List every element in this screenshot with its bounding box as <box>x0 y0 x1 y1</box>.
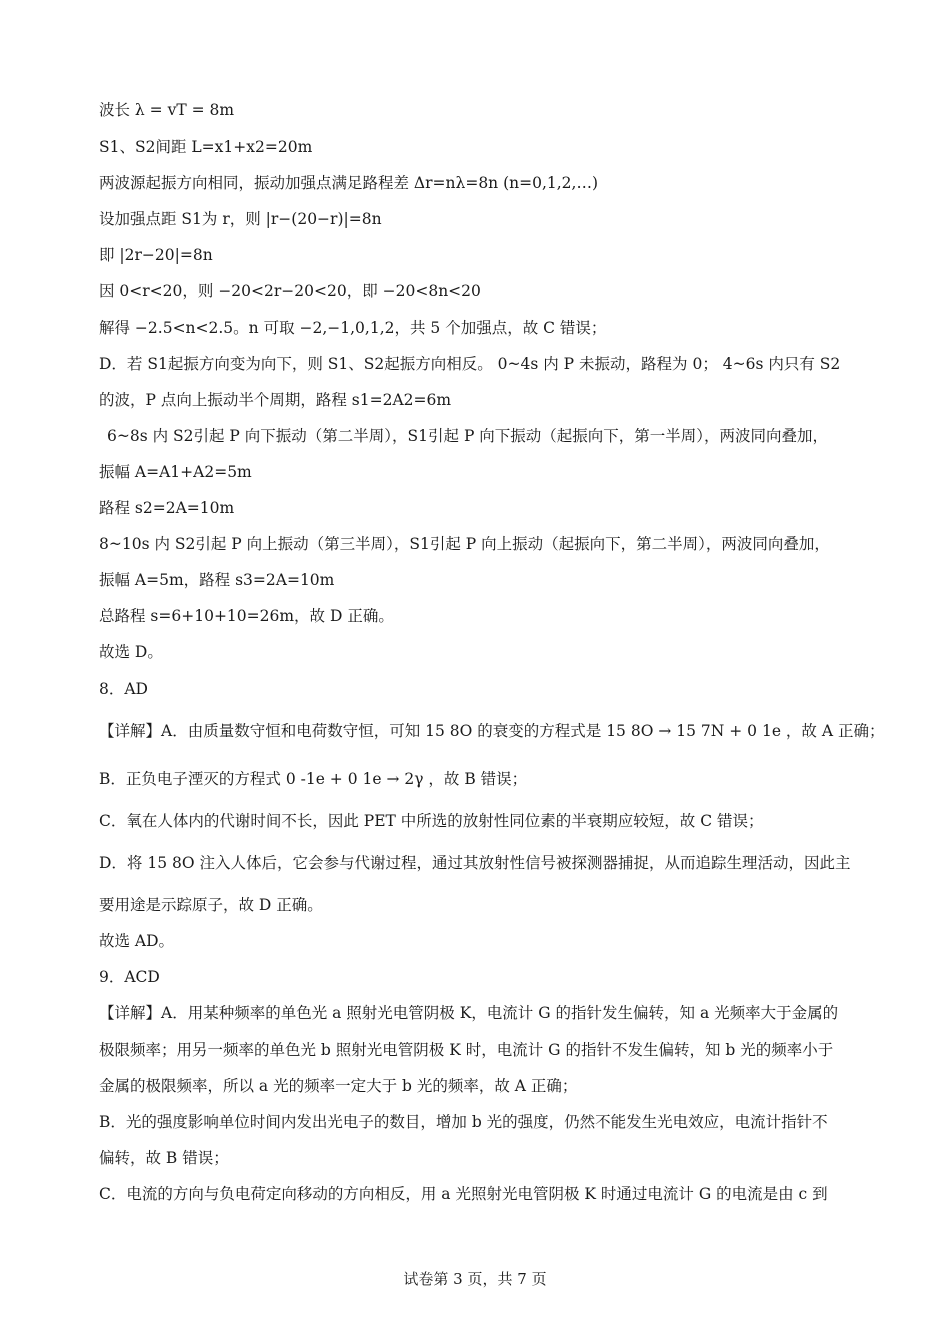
line-option-d: D．若 S1起振方向变为向下，则 S1、S2起振方向相反。 0~4s 内 P 未振动，路程为 0； 4~6s 内只有 S2 <box>99 355 841 373</box>
question-9-answer: 9．ACD <box>99 968 160 986</box>
q8-option-c: C．氧在人体内的代谢时间不长，因此 PET 中所选的放射性同位素的半衰期应较短，故 C 错误； <box>99 812 764 830</box>
line-inequality: 因 0<r<20，则 −20<2r−20<20，即 −20<8n<20 <box>99 282 481 300</box>
page-footer: 试卷第 3 页，共 7 页 <box>403 1270 547 1288</box>
line-path-s2: 路程 s2=2A=10m <box>99 499 235 517</box>
q8-detail-a: 【详解】A．由质量数守恒和电荷数守恒，可知 15 8O 的衰变的方程式是 15 8O → 15 7N + 0 1e ，故 A 正确； <box>99 722 885 740</box>
question-8-answer: 8．AD <box>99 680 148 698</box>
line-wavelength: 波长 λ = vT = 8m <box>99 101 235 119</box>
q9-detail-a: 【详解】A．用某种频率的单色光 a 照射光电管阴极 K，电流计 G 的指针发生偏转，知 a 光频率大于金属的 <box>99 1004 839 1022</box>
line-total-path: 总路程 s=6+10+10=26m，故 D 正确。 <box>99 607 394 625</box>
line-equation: 即 |2r−20|=8n <box>99 246 213 264</box>
q8-option-b: B．正负电子湮灭的方程式 0 -1e + 0 1e → 2γ ，故 B 错误； <box>99 770 528 788</box>
q9-detail-a-cont2: 金属的极限频率，所以 a 光的频率一定大于 b 光的频率，故 A 正确； <box>99 1077 578 1095</box>
line-path-difference: 两波源起振方向相同，振动加强点满足路程差 Δr=nλ=8n (n=0,1,2,…) <box>99 174 599 192</box>
q9-option-b: B．光的强度影响单位时间内发出光电子的数目，增加 b 光的强度，仍然不能发生光电效应，电流计指针不 <box>99 1113 828 1131</box>
q8-option-d-cont: 要用途是示踪原子，故 D 正确。 <box>99 896 323 914</box>
line-8-10s: 8~10s 内 S2引起 P 向上振动（第三半周），S1引起 P 向上振动（起振向下，第二半周），两波同向叠加， <box>99 535 830 553</box>
q9-option-b-cont: 偏转，故 B 错误； <box>99 1149 229 1167</box>
line-assume-point: 设加强点距 S1为 r，则 |r−(20−r)|=8n <box>99 210 382 228</box>
line-6-8s: 6~8s 内 S2引起 P 向下振动（第二半周），S1引起 P 向下振动（起振向下，第一半周），两波同向叠加， <box>107 427 829 445</box>
line-solution: 解得 −2.5<n<2.5。n 可取 −2,−1,0,1,2，共 5 个加强点，故 C 错误； <box>99 319 607 337</box>
line-amplitude-1: 振幅 A=A1+A2=5m <box>99 463 252 481</box>
q9-option-c: C．电流的方向与负电荷定向移动的方向相反，用 a 光照射光电管阴极 K 时通过电流计 G 的电流是由 c 到 <box>99 1185 828 1203</box>
q9-detail-a-cont1: 极限频率；用另一频率的单色光 b 照射光电管阴极 K 时，电流计 G 的指针不发生偏转，知 b 光的频率小于 <box>99 1041 834 1059</box>
line-option-d-cont: 的波，P 点向上振动半个周期，路程 s1=2A2=6m <box>99 391 452 409</box>
line-amplitude-2: 振幅 A=5m，路程 s3=2A=10m <box>99 571 335 589</box>
q8-option-d: D．将 15 8O 注入人体后，它会参与代谢过程，通过其放射性信号被探测器捕捉，从而追踪生理活动，因此主 <box>99 854 851 872</box>
line-distance: S1、S2间距 L=x1+x2=20m <box>99 138 313 156</box>
line-choose-d: 故选 D。 <box>99 643 163 661</box>
q8-choose: 故选 AD。 <box>99 932 175 950</box>
